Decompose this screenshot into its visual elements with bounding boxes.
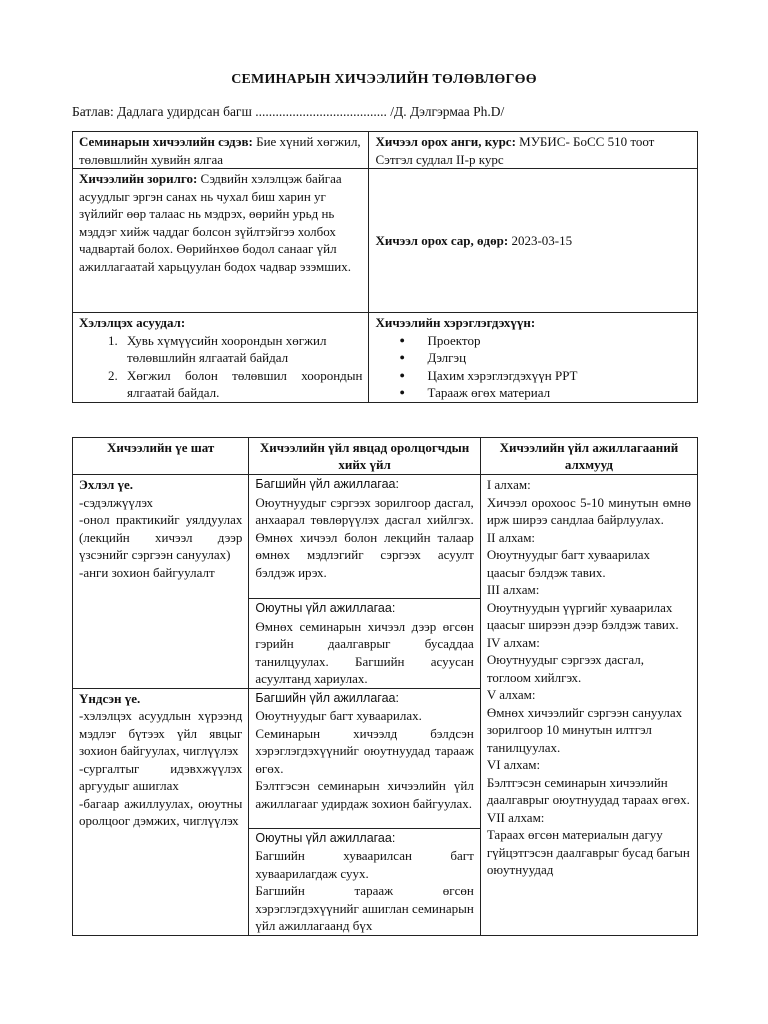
goal-label: Хичээлийн зорилго:: [79, 171, 198, 186]
student-activity-line: Багшийн тарааж өгсөн хэрэглэгдэхүүнийг ашиглан семинарын үйл ажиллагаанд бүх: [255, 883, 474, 933]
date-cell: [369, 169, 698, 313]
teacher-activity-text: Оюутнуудыг сэргээх зорилгоор дасгал, анхаарал төвлөрүүлэх дасгал хийлгэх. Өмнөх хичээл болон лекцийн талаар өмнөх мэдлэгийг сэргээх асуулт бэлдэж ирэх.: [255, 494, 474, 580]
student-activity-label: Оюутны үйл ажиллагаа:: [255, 830, 396, 845]
step-line: VII алхам:: [486, 809, 545, 825]
header-steps: Хичээлийн үйл ажиллагааний алхмууд: [480, 438, 697, 475]
questions-cell: [73, 313, 369, 403]
topic-value: Бие хүний хөгжил, төлөвшлийн хувийн ялгаа: [79, 134, 361, 167]
date-label: Хичээл орох сар, өдөр:: [375, 233, 509, 249]
list-item: ● Тарааж өгөх материал: [421, 384, 691, 402]
header-stage: Хичээлийн үе шат: [73, 438, 249, 475]
teacher-activity-1: [249, 475, 480, 599]
step-line: Хичээл орохоос 5-10 минутын өмнө ирж ширээ сандлаа байрлуулах.: [486, 494, 691, 527]
stage2-line: -хэлэлцэх асуудлын хүрээнд мэдлэг бүтээх үйл явцыг зохион байгуулах, чиглүүлэх: [79, 708, 243, 758]
student-activity-label: Оюутны үйл ажиллагаа:: [255, 601, 396, 615]
date-value: 2023-03-15: [508, 233, 573, 249]
materials-cell: [369, 313, 698, 403]
stage2-name: Үндсэн үе.: [79, 690, 141, 706]
stage1-line: -сэдэлжүүлэх: [79, 494, 153, 510]
materials-list: [375, 332, 691, 402]
student-activity-1: [249, 599, 480, 689]
step-line: Оюутнуудыг сэргээх дасгал, тоглоом хийлгэх.: [486, 652, 645, 685]
step-line: Өмнөх хичээлийг сэргээн сануулах зорилгоор 10 минутын илтгэл танилцуулах.: [486, 704, 683, 755]
class-value: МУБИС- БоСС 510 тоот Сэтгэл судлал II-р курс: [375, 134, 655, 167]
stage2-line: -сургалтыг идэвхжүүлэх аргуудыг ашиглах: [79, 760, 243, 793]
list-item: ● Цахим хэрэглэгдэхүүн PPT: [421, 367, 691, 385]
list-item: 1. Хувь хүмүүсийн хоорондын хөгжил төлөвшлийн ялгаатай байдал: [121, 332, 362, 367]
step-line: I алхам:: [486, 477, 531, 492]
student-activity-text: Өмнөх семинарын хичээл дээр өгсөн гэрийн даалгаврыг бусаддаа танилцуулах. Багшийн асуусан асуултанд хариулах.: [255, 618, 474, 686]
list-item: ● Дэлгэц: [421, 349, 691, 367]
teacher-activity-line: Семинарын хичээлд бэлдсэн хэрэглэгдэхүүнийг оюутнуудад тарааж өгөх.: [255, 725, 474, 776]
topic-label: Семинарын хичээлийн сэдэв:: [79, 134, 253, 149]
materials-label: Хичээлийн хэрэглэгдэхүүн:: [375, 315, 536, 330]
student-activity-2: [249, 828, 480, 935]
stage1-line: -анги зохион байгуулалт: [79, 564, 215, 580]
teacher-activity-label: Багшийн үйл ажиллагаа:: [255, 690, 399, 705]
stage2-line: -багаар ажиллуулах, оюутны оролцоог дэмжих, чиглүүлэх: [79, 795, 243, 828]
goal-value: Сэдвийн хэлэлцэж байгаа асуудлыг эргэн санах нь чухал биш харин уг зүйлийг өөр талаас нь мэдрэх, өөрийн урьд нь мэддэг хийж чаддаг болсон зүйлтэйгээ холбох чадвартай болох. Өөрийнхөө бодол санааг үйл ажиллагаатай харьцуулан бодох чадвар эзэмших.: [79, 171, 351, 274]
class-label: Хичээл орох анги, курс:: [375, 134, 516, 149]
step-line: IV алхам:: [486, 634, 540, 650]
stage2-cell: [73, 688, 249, 935]
step-line: VI алхам:: [486, 757, 541, 772]
teacher-activity-label: Багшийн үйл ажиллагаа:: [255, 477, 399, 491]
questions-list: [79, 332, 362, 402]
info-table: [72, 131, 698, 403]
step-line: II алхам:: [486, 529, 536, 545]
stage1-cell: [73, 475, 249, 689]
step-line: Оюутнуудыг багт хуваарилах цаасыг бэлдэж тавих.: [486, 547, 651, 580]
step-line: III алхам:: [486, 582, 540, 597]
teacher-activity-line: Оюутнуудыг багт хуваарилах.: [255, 708, 422, 723]
step-line: Бэлтгэсэн семинарын хичээлийн даалгаврыг оюутнуудад тараах өгөх.: [486, 774, 690, 807]
list-item: ● Проектор: [421, 332, 691, 350]
step-line: Оюутнуудын үүргийг хуваарилах цаасыг ширээн дээр бэлдэж тавих.: [486, 599, 679, 632]
goal-cell: [73, 169, 369, 313]
student-activity-line: Багшийн хуваарилсан багт хуваарилагдаж суух.: [255, 848, 474, 881]
document-title: СЕМИНАРЫН ХИЧЭЭЛИЙН ТӨЛӨВЛӨГӨӨ: [231, 72, 537, 87]
step-line: V алхам:: [486, 687, 536, 702]
topic-cell: [73, 132, 369, 169]
stage1-line: -онол практикийг уялдуулах (лекцийн хичээл дээр үзсэнийг сэргээн сануулах): [79, 512, 243, 562]
teacher-activity-line: Бэлтгэсэн семинарын хичээлийн үйл ажиллагааг удирдаж зохион байгуулах.: [255, 778, 474, 811]
step-line: Тараах өгсөн материалын дагуу гүйцэтгэсэн даалгаврыг бусад багын оюутнуудад: [486, 827, 690, 877]
steps-cell: [480, 475, 697, 936]
approval-line: Батлав: Дадлага удирдсан багш ....................................... /Д. Дэлгэрмаа Ph.D/: [72, 104, 505, 119]
plan-table: [72, 437, 698, 936]
teacher-activity-2: [249, 688, 480, 828]
class-cell: [369, 132, 698, 169]
list-item: 2. Хөгжил болон төлөвшил хоорондын ялгаатай байдал.: [121, 367, 362, 402]
questions-label: Хэлэлцэх асуудал:: [79, 315, 186, 330]
header-activities: Хичээлийн үйл явцад оролцогчдын хийх үйл: [249, 438, 480, 475]
stage1-name: Эхлэл үе.: [79, 477, 134, 492]
